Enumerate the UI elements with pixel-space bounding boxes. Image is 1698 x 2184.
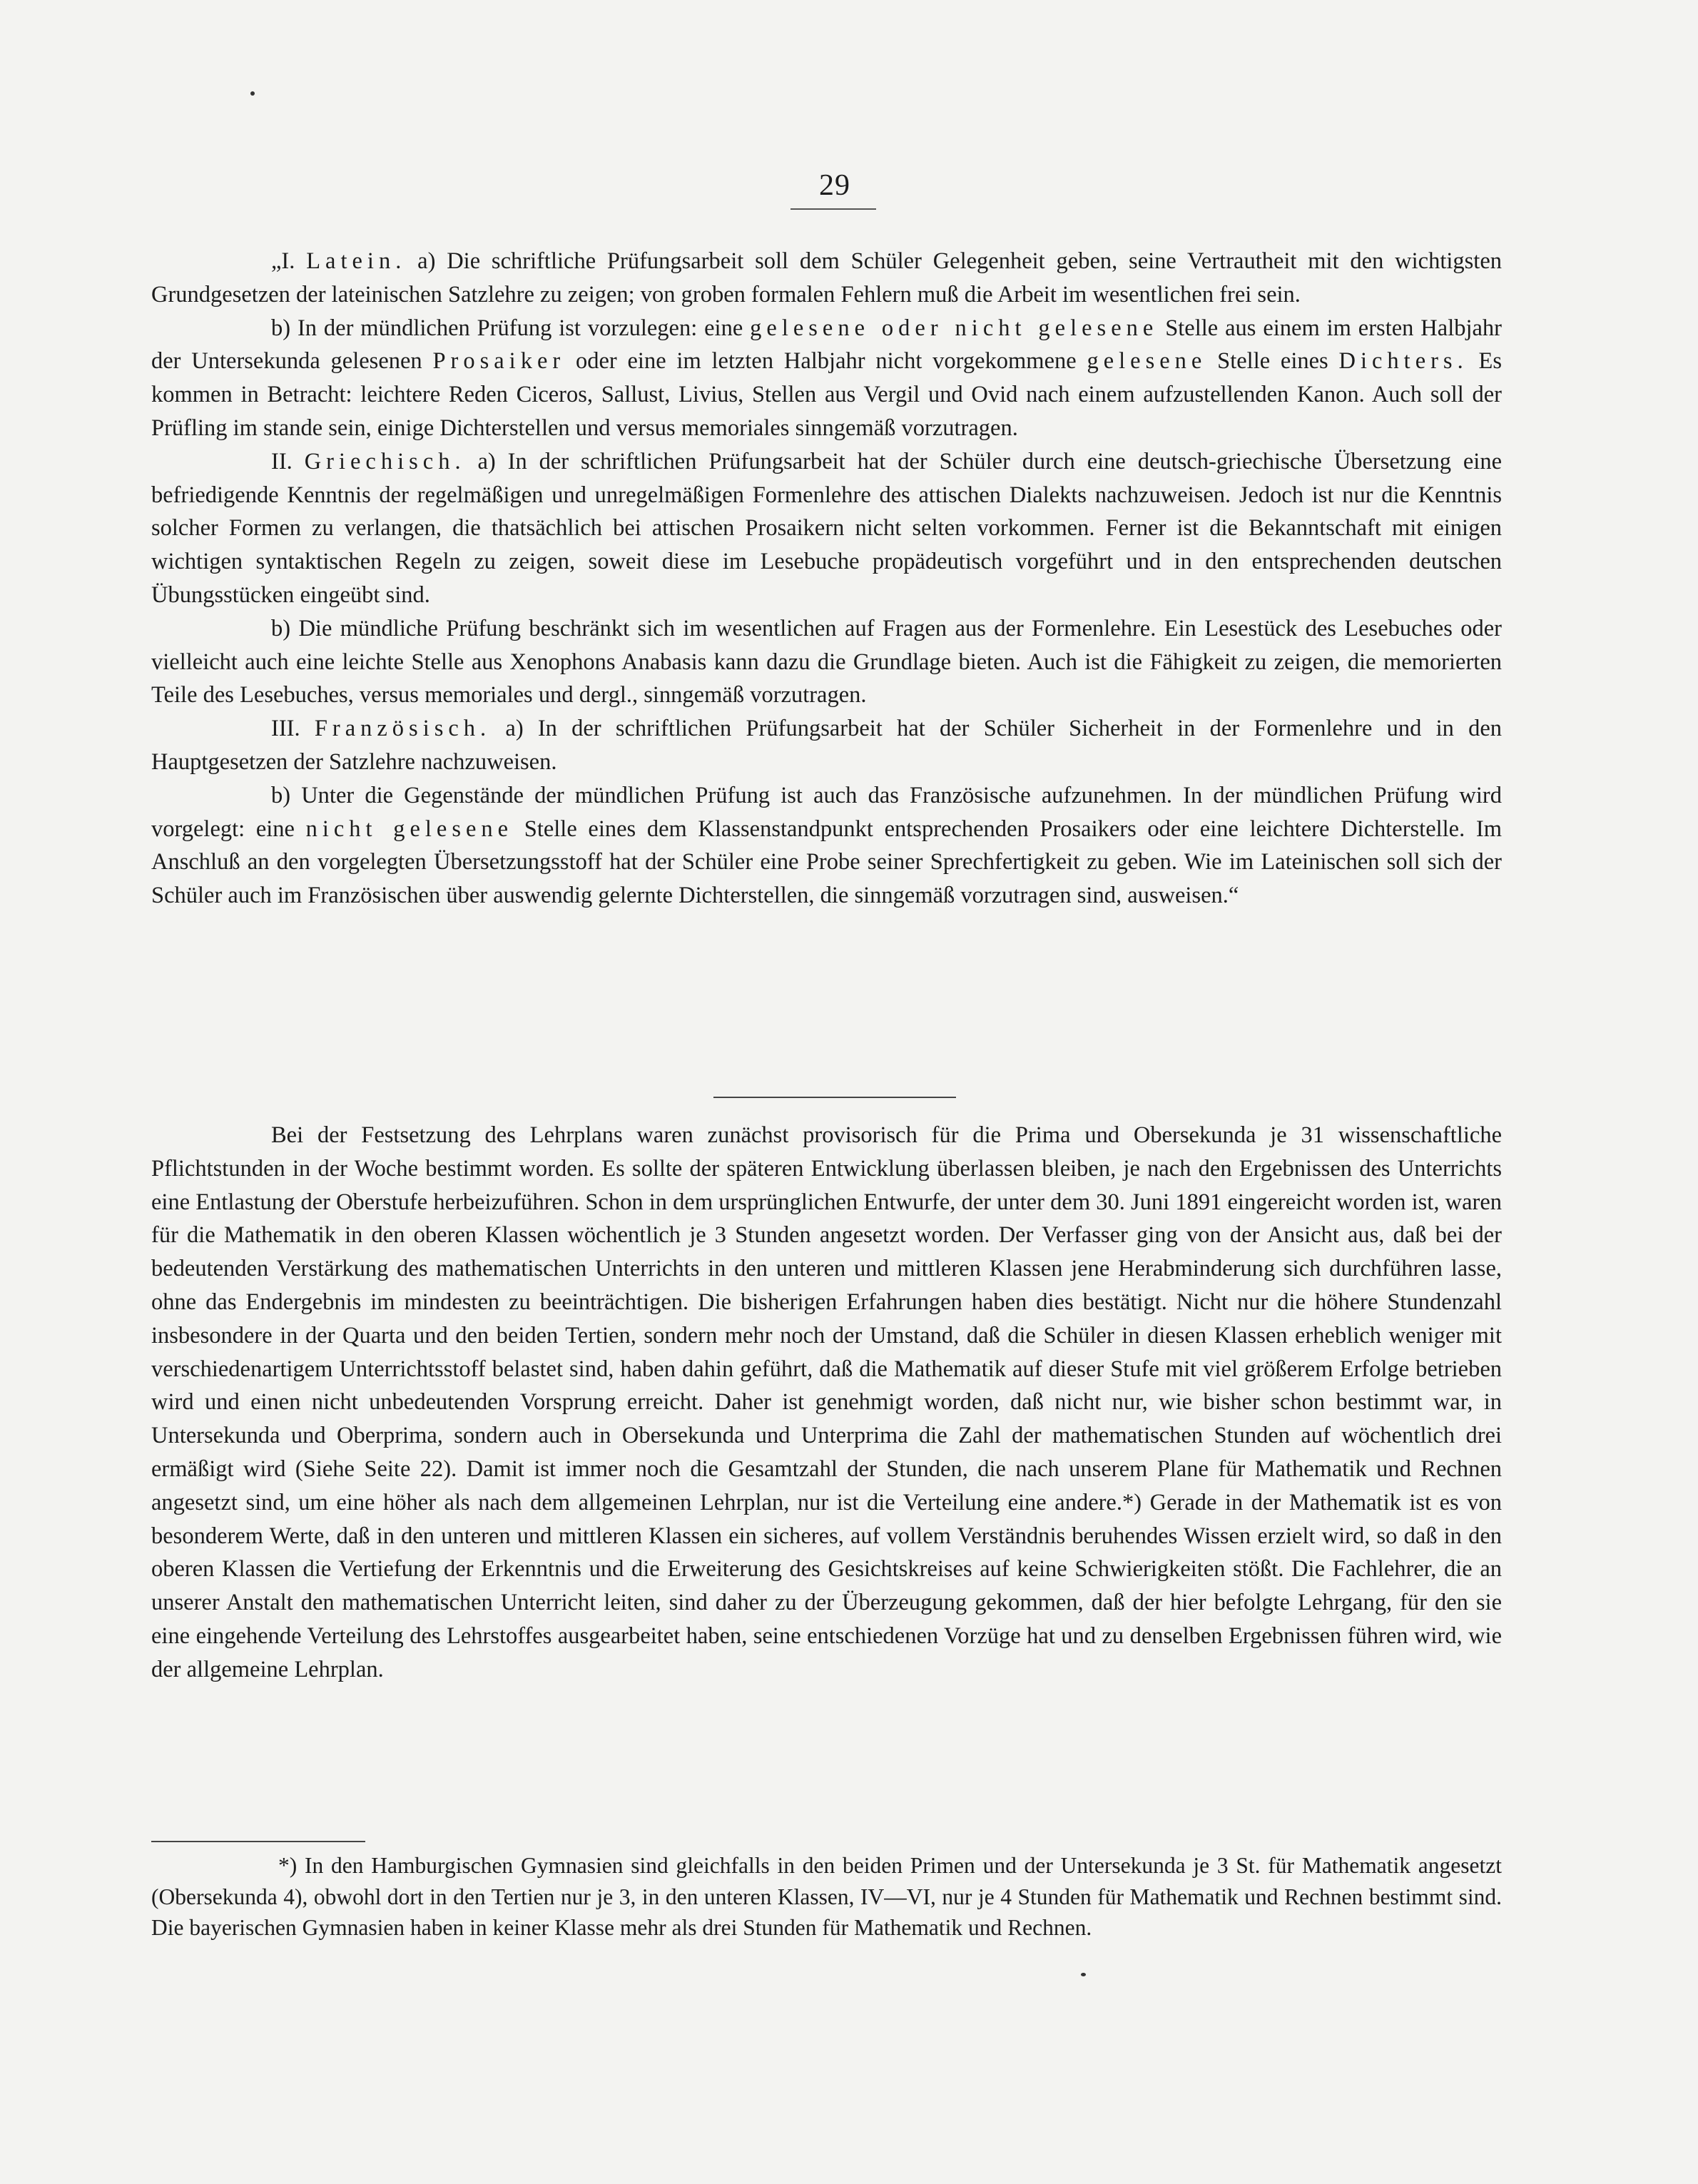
greek-paragraph-a (151, 445, 1502, 612)
spaced-emphasis: Dichters. (1338, 348, 1468, 375)
section-title-greek: Griechisch. (304, 448, 466, 474)
footnote (151, 1850, 1502, 1944)
latin-paragraph-b (151, 312, 1502, 445)
page-number-rule (790, 208, 876, 210)
body-text (151, 1119, 1502, 1687)
section-number: III. (271, 716, 315, 742)
text-run: Es kommen in Betracht: leichtere Reden Ciceros, Sallust, Livius, Stellen aus Vergil und Ovid nach einem aufzustellenden Kanon. Auch soll der Prüfling im stande sein, einige Dichterstellen und versus memoriales sinngemäß vorzutragen. (151, 348, 1502, 441)
latin-a-text: a) Die schriftliche Prüfungsarbeit soll dem Schüler Gelegenheit geben, seine Vertrautheit mit den wichtigsten Grundgesetzen der lateinischen Satzlehre zu zeigen; von groben formalen Fehlern muß die Arbeit im wesentlichen frei sein. (151, 248, 1502, 308)
section-title-latin: Latein. (306, 248, 407, 274)
french-a-text: a) In der schriftlichen Prüfungsarbeit hat der Schüler Sicherheit in der Formenlehre und in den Hauptgesetzen der Satzlehre nachzuweisen. (151, 716, 1502, 775)
section-number: „I. (271, 248, 307, 274)
ink-speck (1081, 1973, 1086, 1976)
ink-speck (250, 91, 255, 96)
text-run: Stelle eines dem Klassenstandpunkt entsprechenden Prosaikers oder eine leichtere Dichterstelle. Im Anschluß an den vorgelegten Übersetzungsstoff hat der Schüler eine Probe seiner Sprechfertigkeit zu geben. Wie im Lateinischen soll sich der Schüler auch im Französischen über auswendig gelernte Dichterstellen, die sinngemäß vorzutragen sind, ausweisen.“ (151, 816, 1502, 909)
latin-paragraph-a (151, 245, 1502, 312)
french-paragraph-a (151, 712, 1502, 779)
spaced-emphasis: nicht gelesene (305, 816, 514, 842)
spaced-emphasis: gelesene oder nicht gelesene (750, 315, 1159, 341)
greek-a-text: a) In der schriftlichen Prüfungsarbeit hat der Schüler durch eine deutsch-griechische Übersetzung eine befriedigende Kenntnis der regelmäßigen und unregelmäßigen Formenlehre des attischen Dialekts nachzuweisen. Jedoch ist nur die Kenntnis solcher Formen zu verlangen, die thatsächlich bei attischen Prosaikern nicht selten vorkommen. Ferner ist die Bekanntschaft mit einigen wichtigen syntaktischen Regeln zu zeigen, soweit diese im Lesebuche propädeutisch vorgeführt und in den entsprechenden deutschen Übungsstücken eingeübt sind. (151, 448, 1502, 608)
spaced-emphasis: gelesene (1087, 348, 1207, 375)
body-paragraph: Bei der Festsetzung des Lehrplans waren zunächst provisorisch für die Prima und Obersekunda je 31 wissenschaftliche Pflichtstunden in der Woche bestimmt worden. Es sollte der späteren Entwicklung überlassen bleiben, je nach den Ergebnissen des Unterrichts eine Entlastung der Oberstufe herbeizuführen. Schon in dem ursprünglichen Entwurfe, der unter dem 30. Juni 1891 eingereicht worden ist, waren für die Mathematik in den oberen Klassen wöchentlich je 3 Stunden angesetzt worden. Der Verfasser ging von der Ansicht aus, daß bei der bedeutenden Verstärkung des mathematischen Unterrichts in den unteren und mittleren Klassen jene Herabminderung sich durchführen lasse, ohne das Endergebnis im mindesten zu beeinträchtigen. Die bisherigen Erfahrungen haben dies bestätigt. Nicht nur die höhere Stundenzahl insbesondere in der Quarta und den beiden Tertien, sondern mehr noch der Umstand, daß die Schüler in diesen Klassen erheblich weniger mit verschiedenartigem Unterrichtsstoff belastet sind, haben dahin geführt, daß die Mathematik auf dieser Stufe mit viel größerem Erfolge betrieben wird und einen nicht unbedeutenden Vorsprung erreicht. Daher ist genehmigt worden, daß nicht nur, wie bisher schon bestimmt war, in Untersekunda und Oberprima, sondern auch in Obersekunda und Unterprima die Zahl der mathematischen Stunden auf wöchentlich drei ermäßigt wird (Siehe Seite 22). Damit ist immer noch die Gesamtzahl der Stunden, die nach unserem Plane für Mathematik und Rechnen angesetzt sind, um eine höher als nach dem allgemeinen Lehrplan, nur ist die Verteilung eine andere.*) Gerade in der Mathematik ist es von besonderem Werte, daß in den unteren und mittleren Klassen ein sicheres, auf vollem Verständnis beruhendes Wissen erzielt wird, so daß in den oberen Klassen die Vertiefung der Erkenntnis und die Erweiterung des Gesichtskreises auf keine Schwierigkeiten stößt. Die Fachlehrer, die an unserer Anstalt den mathematischen Unterricht leiten, sind daher zu der Überzeugung gekommen, daß der hier befolgte Lehrgang, für den sie eine eingehende Verteilung des Lehrstoffes ausgearbeitet haben, seine entschiedenen Vorzüge hat und zu denselben Ergebnissen führen wird, wie der allgemeine Lehrplan. (151, 1122, 1502, 1682)
quoted-exam-regulations (151, 245, 1502, 913)
footnote-rule (151, 1841, 365, 1842)
text-run: Stelle eines (1206, 348, 1339, 375)
text-run: b) Unter die Gegenstände der mündlichen Prüfung ist auch das Französische aufzunehmen. In der mündlichen Prüfung wird vorgelegt: eine (151, 782, 1502, 842)
footnote-text: *) In den Hamburgischen Gymnasien sind gleichfalls in den beiden Primen und der Untersekunda je 3 St. für Mathematik angesetzt (Obersekunda 4), obwohl dort in den Tertien nur je 3, in den unteren Klassen, IV—VI, nur je 4 Stunden für Mathematik und Rechnen bestimmt sind. Die bayerischen Gymnasien haben in keiner Klasse mehr als drei Stunden für Mathematik und Rechnen. (151, 1853, 1502, 1940)
spaced-emphasis: Prosaiker (432, 348, 566, 375)
page-number: 29 (819, 169, 850, 202)
text-run: oder eine im letzten Halbjahr nicht vorgekommene (565, 348, 1087, 375)
section-number: II. (271, 448, 305, 474)
section-title-french: Französisch. (314, 716, 492, 742)
french-paragraph-b (151, 779, 1502, 913)
text-run: b) In der mündlichen Prüfung ist vorzulegen: eine (271, 315, 751, 341)
greek-paragraph-b: b) Die mündliche Prüfung beschränkt sich im wesentlichen auf Fragen aus der Formenlehre. Ein Lesestück des Lesebuches oder vielleicht auch eine leichte Stelle aus Xenophons Anabasis kann dazu die Grundlage bieten. Auch ist die Fähigkeit zu zeigen, die memorierten Teile des Lesebuches, versus memoriales und dergl., sinngemäß vorzutragen. (151, 615, 1502, 708)
section-divider (713, 1097, 956, 1098)
text-run: Stelle aus einem im ersten Halbjahr der Untersekunda gelesenen (151, 315, 1502, 375)
